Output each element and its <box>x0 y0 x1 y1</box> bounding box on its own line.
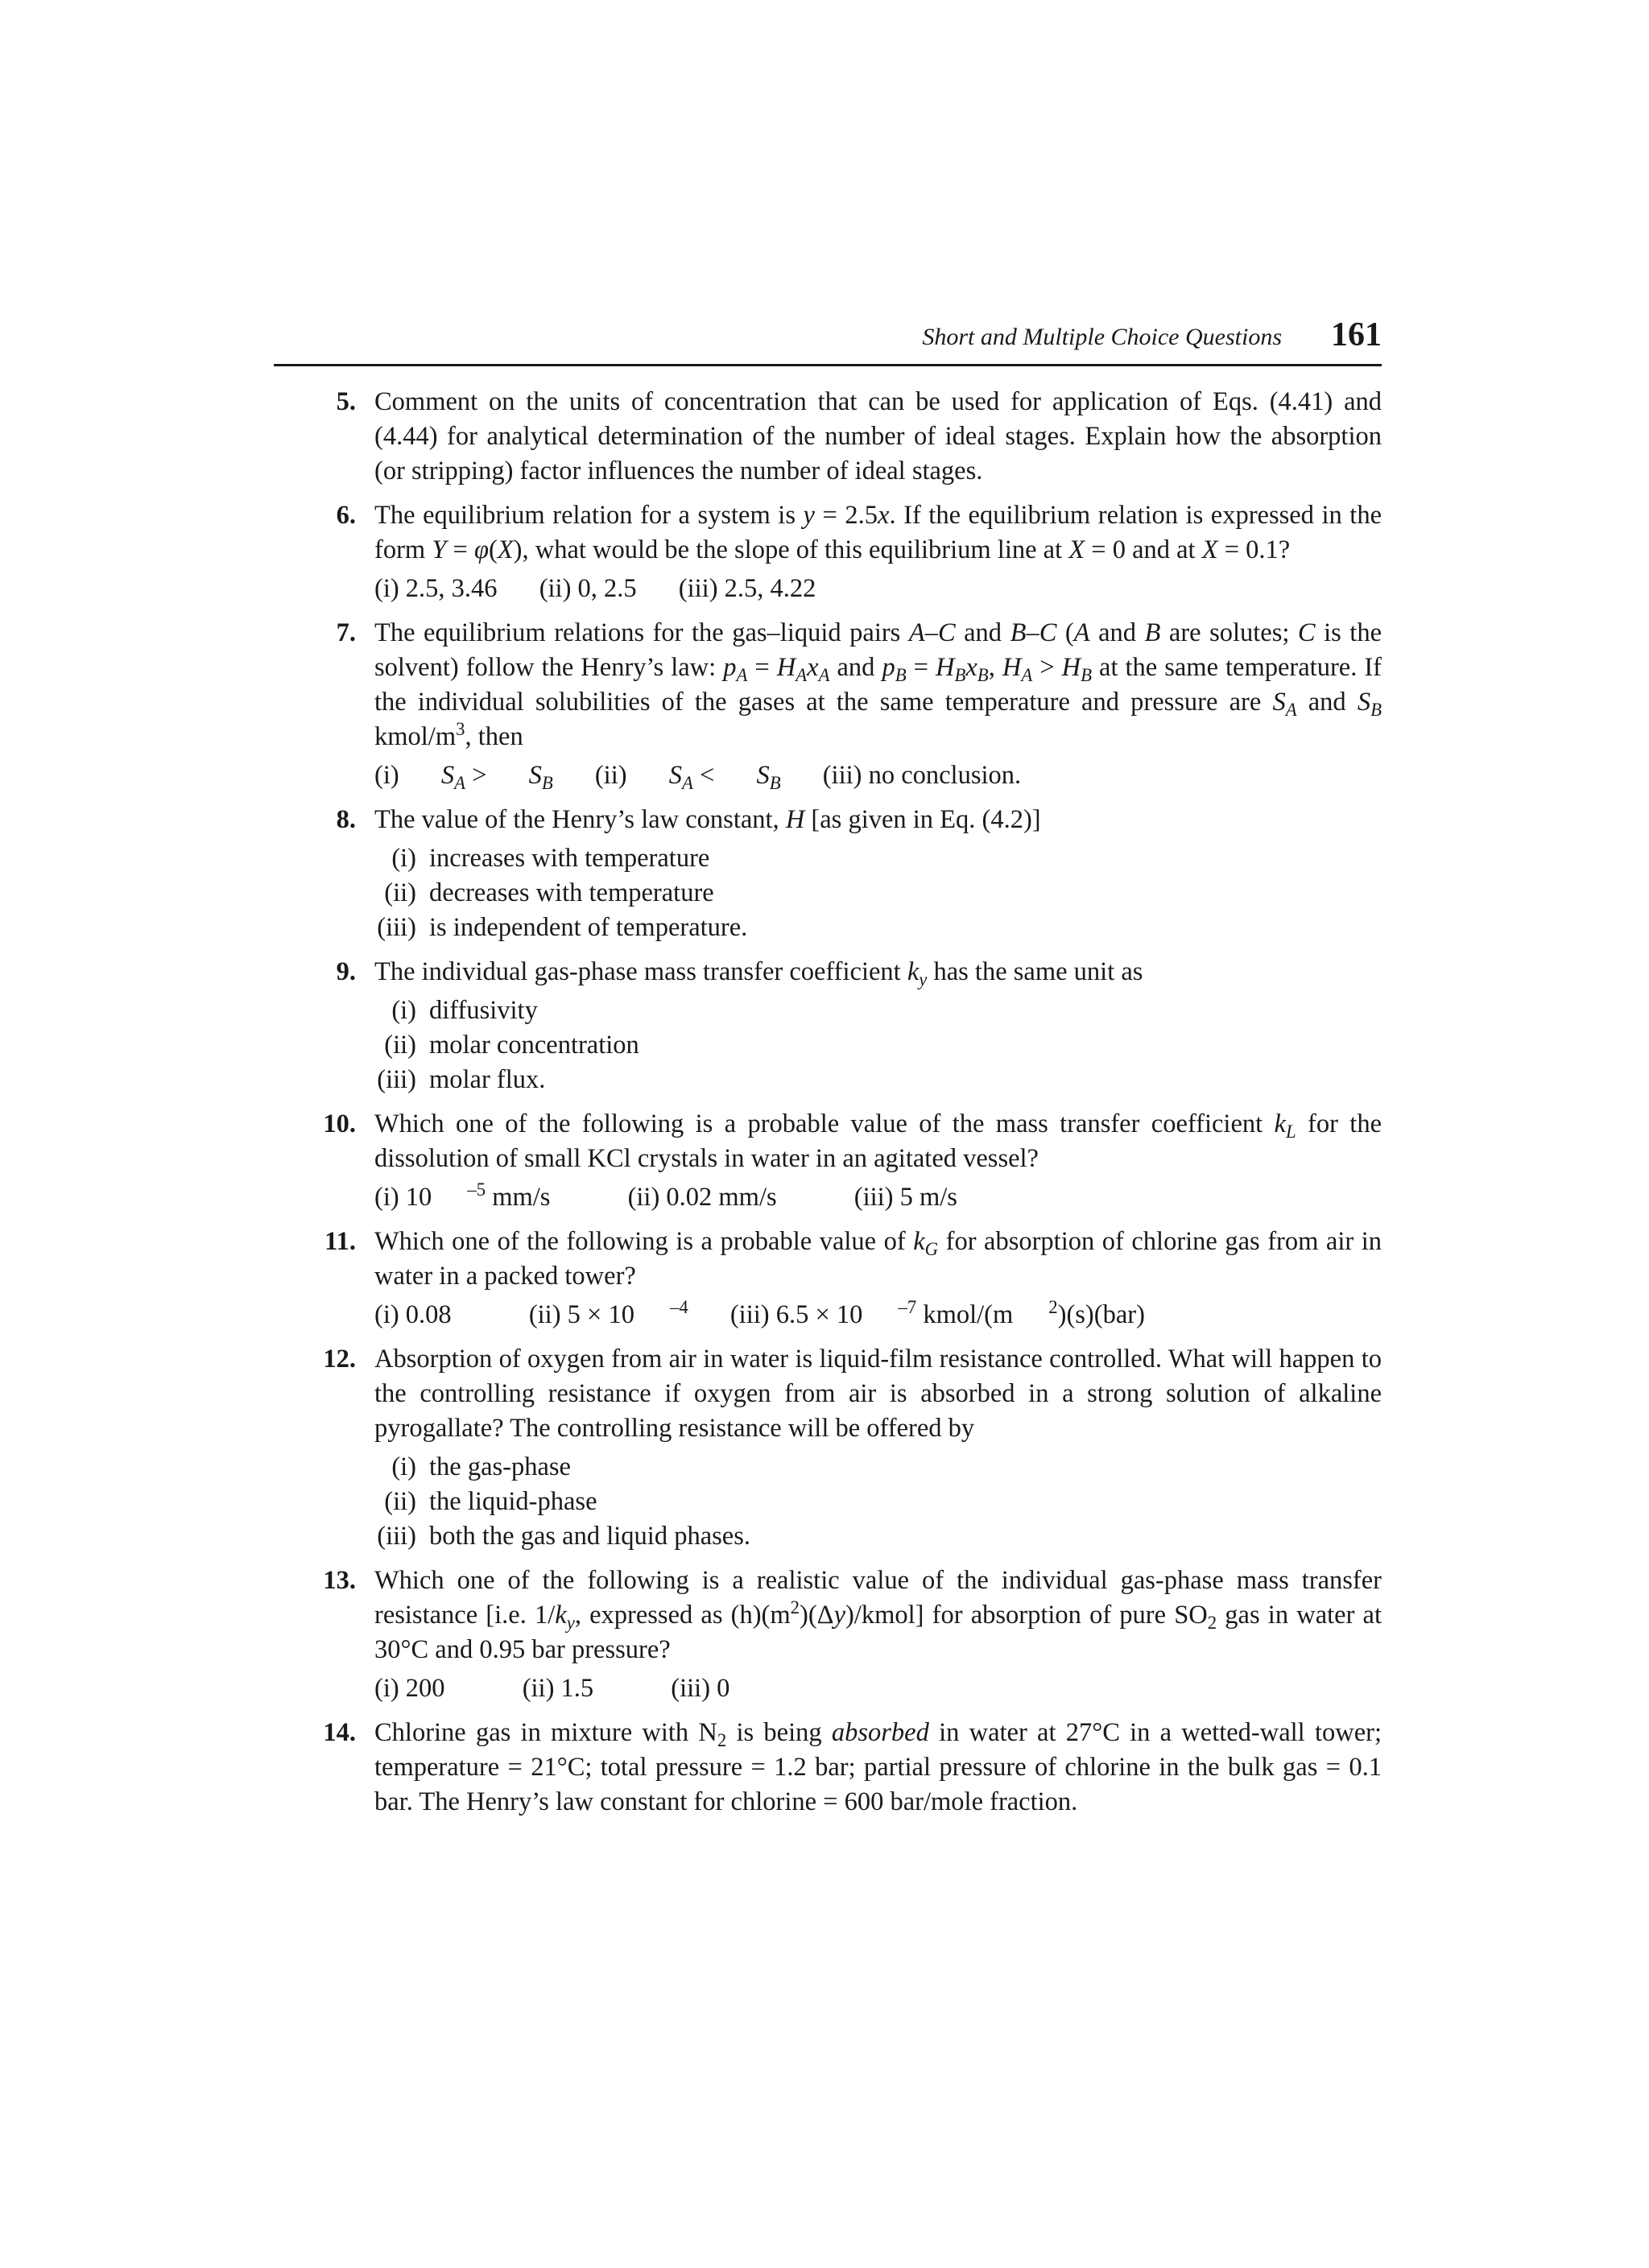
question-10 <box>274 1107 1382 1215</box>
option: (i) 200 <box>374 1674 445 1703</box>
question-text: Comment on the units of concentration that can be used for application of Eqs. (4.41) and (4.44) for analytical determination of the number of ideal stages. Explain how the absorption (or stripping) factor influences the number of ideal stages. <box>374 387 1382 485</box>
running-header-title: Short and Multiple Choice Questions <box>922 324 1282 350</box>
question-number: 14. <box>323 1718 356 1747</box>
question-number: 12. <box>323 1345 356 1374</box>
option: (i) 2.5, 3.46 <box>374 574 498 603</box>
option: (ii) the liquid-phase <box>384 1487 597 1516</box>
option: (i) 0.08 <box>374 1300 452 1329</box>
answer-options <box>374 994 1382 1097</box>
option: (iii) is independent of temperature. <box>377 913 748 942</box>
question-6 <box>274 498 1382 606</box>
question-number: 13. <box>323 1566 356 1595</box>
option: (iii) 6.5 × 10 $^{-7}$ kmol/(m $^2$)(s)(bar) <box>729 1297 1145 1329</box>
option: (i) the gas-phase <box>391 1452 571 1481</box>
option: (ii) 0, 2.5 <box>539 574 637 603</box>
option: (iii) 0 <box>671 1674 730 1703</box>
question-number: 9. <box>336 957 356 986</box>
option: (ii) decreases with temperature <box>384 878 714 907</box>
option: (ii) 1.5 <box>522 1674 594 1703</box>
option: (iii) 5 m/s <box>853 1183 957 1212</box>
question-number: 10. <box>323 1109 356 1138</box>
answer-options <box>374 758 1382 793</box>
question-number: 11. <box>324 1227 356 1256</box>
option: (iii) 2.5, 4.22 <box>678 574 816 603</box>
option: (i) diffusivity <box>391 996 538 1025</box>
answer-options <box>374 1180 1382 1215</box>
question-text: Absorption of oxygen from air in water is liquid-film resistance controlled. What will happen to the controlling resistance if oxygen from air is absorbed in a strong solution of alkaline pyrogallate? The controlling resistance will be offered by <box>374 1345 1382 1443</box>
question-13 <box>274 1564 1382 1706</box>
page-number: 161 <box>1331 316 1382 353</box>
question-number: 7. <box>336 618 356 647</box>
question-number: 6. <box>336 501 356 530</box>
option: (ii) 0.02 mm/s <box>627 1183 777 1212</box>
answer-options <box>374 1450 1382 1554</box>
question-text: The equilibrium relations for the gas–liquid pairs A–C and B–C (A and B are solutes; C is the solvent) follow the Henry’s law: $p_A = H_Ax_A$ and $p_B = H_Bx_B$, $H_A > H_B$ at the same temperature. If the individual solubilities of the gases at the same temperature and pressure are $S_A$ and $S_B$ kmol/$m^3$, then <box>374 618 1382 751</box>
question-number: 5. <box>336 387 356 416</box>
option: (ii) molar concentration <box>384 1031 639 1060</box>
question-12 <box>274 1342 1382 1554</box>
question-8 <box>274 803 1382 945</box>
question-7 <box>274 616 1382 793</box>
question-number: 8. <box>336 805 356 834</box>
question-text: The value of the Henry’s law constant, H [as given in Eq. (4.2)] <box>374 805 1041 834</box>
question-text: Which one of the following is a probable value of the mass transfer coefficient $k_L$ for the dissolution of small KCl crystals in water in an agitated vessel? <box>374 1109 1382 1173</box>
question-text: The individual gas-phase mass transfer coefficient $k_y$ has the same unit as <box>374 957 1143 989</box>
question-text: Chlorine gas in mixture with $N_2$ is being absorbed in water at 27°C in a wetted-wall tower; temperature = 21°C; total pressure = 1.2 bar; partial pressure of chlorine in the bulk gas = 0.1 bar. The Henry’s law constant for chlorine = 600 bar/mole fraction. <box>374 1718 1382 1816</box>
option: (iii) no conclusion. <box>822 761 1022 790</box>
answer-options <box>374 1671 1382 1706</box>
running-header <box>274 316 1382 366</box>
option: (ii) $S_A < S_B$ <box>594 761 781 793</box>
question-text: Which one of the following is a realistic value of the individual gas-phase mass transfer resistance [i.e. $1/k_y$, expressed as $(h)(m^2)(\Delta y)/kmol$] for absorption of pure $SO_2$ gas in water at 30°C and 0.95 bar pressure? <box>374 1566 1382 1664</box>
option: (ii) 5 × 10 $^{-4}$ <box>528 1297 688 1329</box>
option: (iii) both the gas and liquid phases. <box>377 1522 750 1551</box>
option: (i) $S_A > S_B$ <box>374 761 553 793</box>
question-text: The equilibrium relation for a system is y = 2.5x. If the equilibrium relation is expressed in the form Y = φ(X), what would be the slope of this equilibrium line at X = 0 and at X = 0.1? <box>374 501 1382 564</box>
question-list <box>274 385 1382 1829</box>
question-14 <box>274 1716 1382 1820</box>
option: (i) 10 $^{-5}$ mm/s <box>374 1179 551 1212</box>
question-9 <box>274 955 1382 1097</box>
question-text: Which one of the following is a probable value of $k_G$ for absorption of chlorine gas from air in water in a packed tower? <box>374 1227 1382 1291</box>
answer-options <box>374 841 1382 945</box>
option: (iii) molar flux. <box>377 1065 546 1094</box>
option: (i) increases with temperature <box>391 844 710 873</box>
question-5 <box>274 385 1382 489</box>
question-11 <box>274 1225 1382 1332</box>
answer-options <box>374 1298 1382 1332</box>
answer-options <box>374 572 1382 606</box>
